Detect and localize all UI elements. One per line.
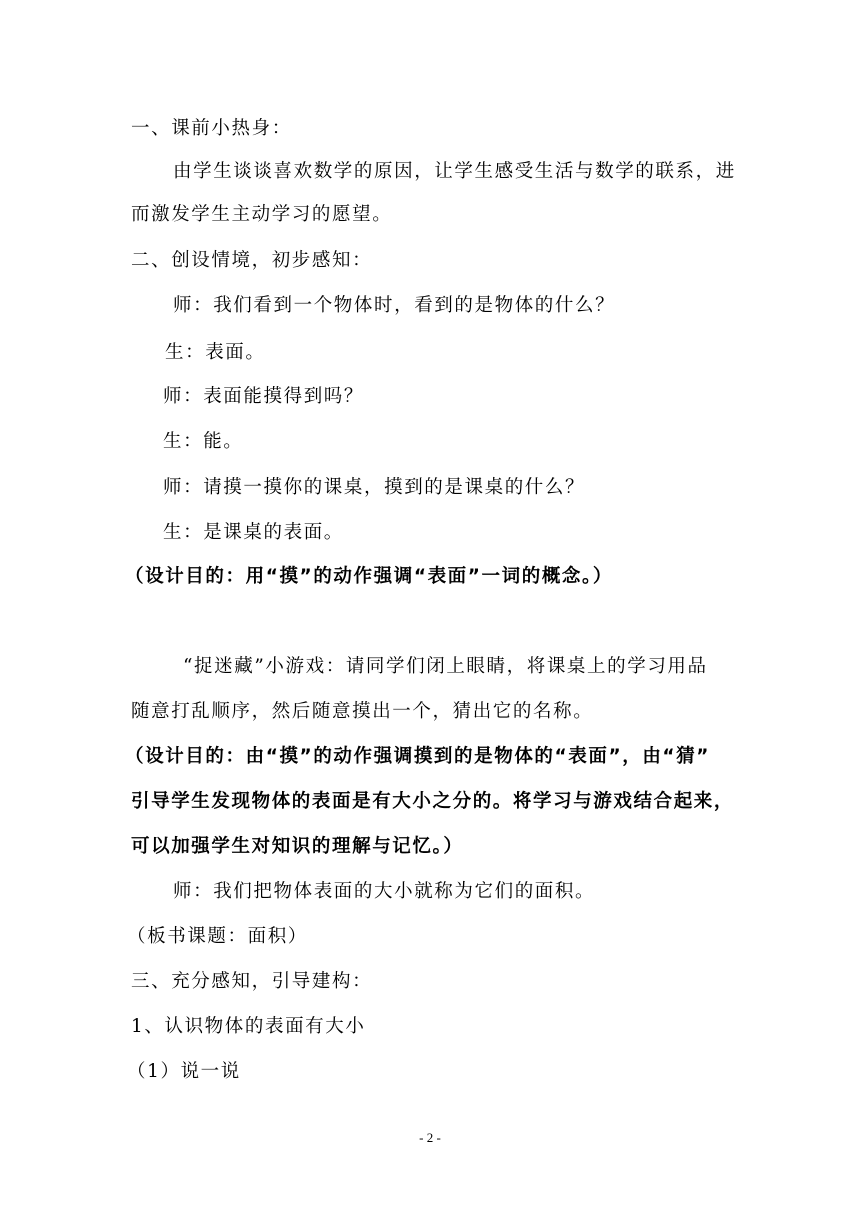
dialogue-line: 生：是课桌的表面。 bbox=[163, 522, 344, 543]
board-title-note: （板书课题：面积） bbox=[127, 926, 308, 947]
paragraph-line: 而激发学生主动学习的愿望。 bbox=[131, 204, 393, 225]
paragraph-line: 由学生谈谈喜欢数学的原因，让学生感受生活与数学的联系，进 bbox=[173, 161, 736, 182]
heading-warmup: 一、课前小热身： bbox=[131, 118, 292, 139]
dialogue-line: 师：我们看到一个物体时，看到的是物体的什么？ bbox=[173, 295, 616, 316]
dialogue-line: 生：能。 bbox=[163, 431, 244, 452]
dialogue-line: 师：我们把物体表面的大小就称为它们的面积。 bbox=[173, 881, 596, 902]
design-purpose-note: 可以加强学生对知识的理解与记忆。） bbox=[131, 836, 464, 857]
heading-situation: 二、创设情境，初步感知： bbox=[131, 250, 373, 271]
heading-construction: 三、充分感知，引导建构： bbox=[131, 971, 373, 992]
design-purpose-note: （设计目的：用“摸”的动作强调“表面”一词的概念。） bbox=[125, 566, 613, 587]
dialogue-line: 师：表面能摸得到吗？ bbox=[163, 386, 365, 407]
dialogue-line: 师：请摸一摸你的课桌，摸到的是课桌的什么？ bbox=[163, 477, 586, 498]
subheading: 1、认识物体的表面有大小 bbox=[131, 1016, 366, 1037]
design-purpose-note: 引导学生发现物体的表面是有大小之分的。将学习与游戏结合起来， bbox=[131, 791, 735, 812]
paragraph-line: “捉迷藏”小游戏：请同学们闭上眼睛，将课桌上的学习用品 bbox=[183, 656, 708, 677]
design-purpose-note: （设计目的：由“摸”的动作强调摸到的是物体的“表面”，由“猜” bbox=[125, 746, 711, 767]
subheading: （1）说一说 bbox=[127, 1061, 241, 1082]
paragraph-line: 随意打乱顺序，然后随意摸出一个，猜出它的名称。 bbox=[131, 701, 594, 722]
page-number: - 2 - bbox=[419, 1130, 441, 1145]
dialogue-line: 生：表面。 bbox=[165, 342, 266, 363]
